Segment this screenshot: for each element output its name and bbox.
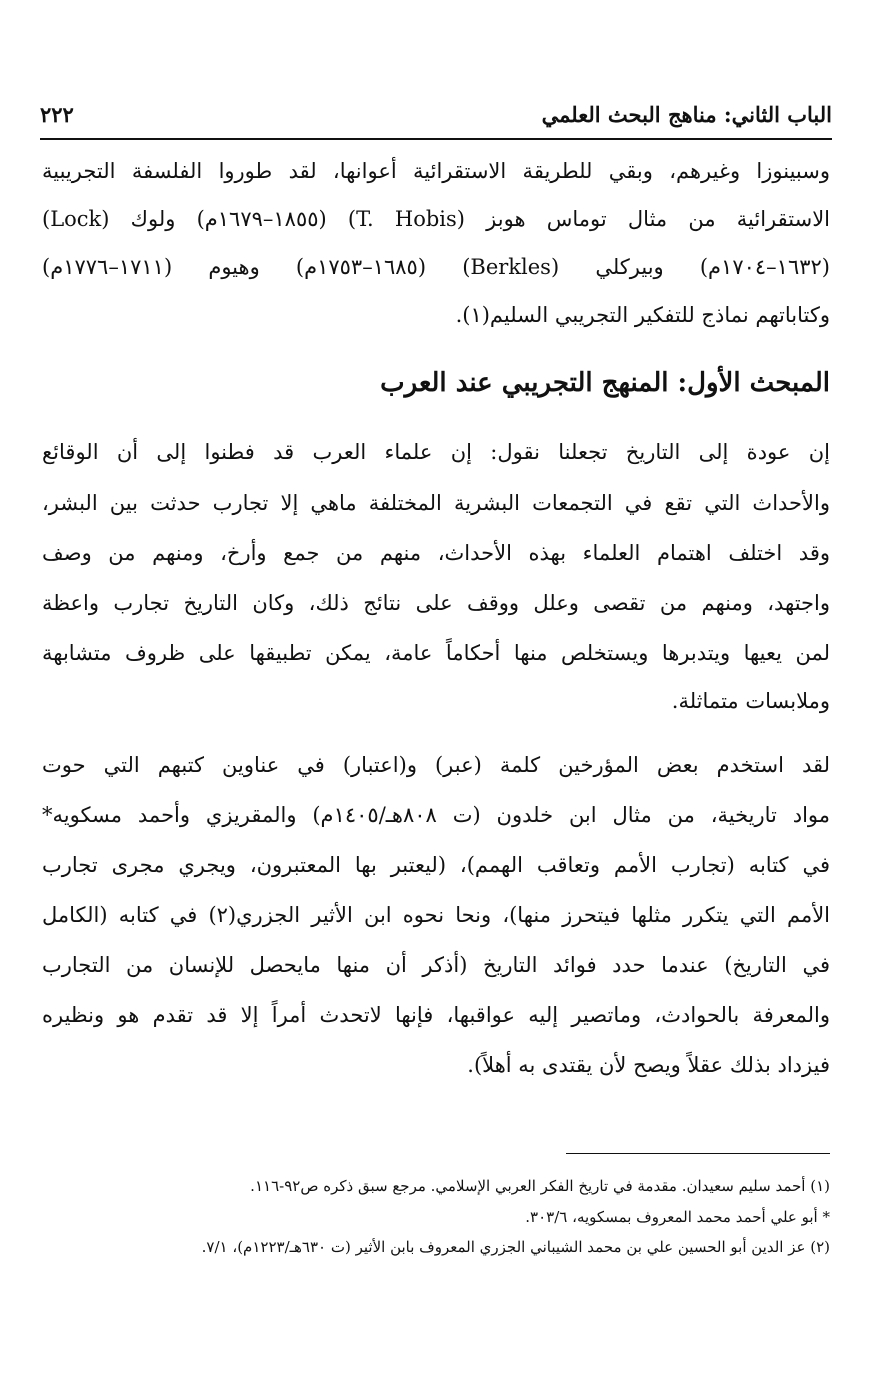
footnote: * أبو علي أحمد محمد المعروف بمسكويه، ٣٠٣/٦. <box>525 1208 830 1226</box>
paragraph2-line: لقد استخدم بعض المؤرخين كلمة (عبر) و(اعتبار) في عناوين كتبهم التي حوت <box>42 753 830 777</box>
paragraph2-line: فيزداد بذلك عقلاً ويصح لأن يقتدى به أهلاً). <box>467 1053 830 1077</box>
footnote-divider <box>566 1153 830 1154</box>
intro-line: (١٦٣٢–١٧٠٤م) وبيركلي (Berkles) (١٦٨٥–١٧٥٣م) وهيوم (١٧١١–١٧٧٦م) <box>42 255 830 279</box>
paragraph1-line: لمن يعيها ويتدبرها ويستخلص منها أحكاماً عامة، يمكن تطبيقها على ظروف متشابهة <box>42 641 830 665</box>
paragraph2-line: مواد تاريخية، من مثال ابن خلدون (ت ٨٠٨هـ/١٤٠٥م) والمقريزي وأحمد مسكويه* <box>42 803 831 827</box>
section-heading: المبحث الأول: المنهج التجريبي عند العرب <box>380 368 830 398</box>
page-number: ٢٢٢ <box>40 102 74 127</box>
paragraph1-line: وملابسات متماثلة. <box>671 689 830 713</box>
intro-line: وكتاباتهم نماذج للتفكير التجريبي السليم(١). <box>455 303 830 327</box>
running-header <box>40 98 832 140</box>
chapter-title: الباب الثاني: مناهج البحث العلمي <box>541 102 832 127</box>
paragraph1-line: والأحداث التي تقع في التجمعات البشرية المختلفة ماهي إلا تجارب حدثت بين البشر، <box>42 491 830 515</box>
paragraph2-line: في التاريخ) عندما حدد فوائد التاريخ (أذكر أن منها مايحصل للإنسان من التجارب <box>42 953 830 977</box>
paragraph2-line: في كتابه (تجارب الأمم وتعاقب الهمم)، (ليعتبر بها المعتبرون، ويجري مجرى تجارب <box>42 853 830 877</box>
intro-line: الاستقرائية من مثال توماس هوبز (T. Hobis) (١٨٥٥–١٦٧٩م) ولوك (Lock) <box>42 207 831 231</box>
paragraph2-line: والمعرفة بالحوادث، وماتصير إليه عواقبها، فإنها لاتحدث أمراً إلا قد تقدم هو ونظيره <box>42 1003 830 1027</box>
paragraph1-line: واجتهد، ومنهم من تقصى وعلل ووقف على نتائج ذلك، وكان التاريخ تجارب واعظة <box>42 591 830 615</box>
intro-line: وسبينوزا وغيرهم، وبقي للطريقة الاستقرائية أعوانها، لقد طوروا الفلسفة التجريبية <box>42 159 830 183</box>
paragraph1-line: إن عودة إلى التاريخ تجعلنا نقول: إن علماء العرب قد فطنوا إلى أن الوقائع <box>42 440 830 464</box>
footnote: (١) أحمد سليم سعيدان. مقدمة في تاريخ الفكر العربي الإسلامي. مرجع سبق ذكره ص٩٢-١١٦. <box>250 1177 830 1195</box>
footnote: (٢) عز الدين أبو الحسين علي بن محمد الشيباني الجزري المعروف بابن الأثير (ت ٦٣٠هـ/١٢٢٣م)، ٧/١. <box>201 1238 830 1256</box>
paragraph2-line: الأمم التي يتكرر مثلها فيتحرز منها)، ونحا نحوه ابن الأثير الجزري(٢) في كتابه (الكامل <box>42 903 830 927</box>
paragraph1-line: وقد اختلف اهتمام العلماء بهذه الأحداث، منهم من جمع وأرخ، ومنهم من وصف <box>42 541 830 565</box>
